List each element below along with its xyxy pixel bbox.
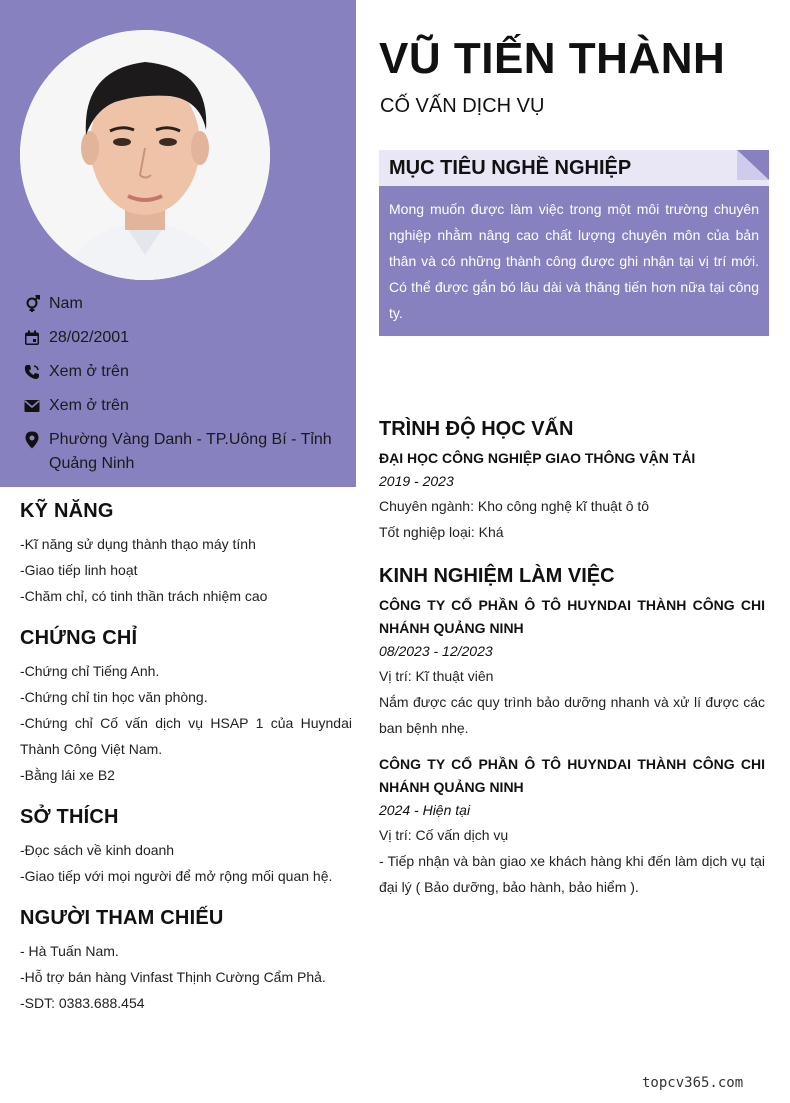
certificates-title: CHỨNG CHỈ bbox=[20, 627, 138, 649]
right-sections bbox=[379, 418, 765, 920]
list-item: -SDT: 0383.688.454 bbox=[20, 995, 145, 1011]
hobbies-title: SỞ THÍCH bbox=[20, 806, 119, 828]
skills-section bbox=[20, 500, 352, 609]
calendar-icon bbox=[22, 326, 42, 350]
education-period: 2019 - 2023 bbox=[379, 473, 454, 489]
list-item: -Bằng lái xe B2 bbox=[20, 767, 115, 783]
references-title: NGƯỜI THAM CHIẾU bbox=[20, 907, 224, 929]
list-item: -Chứng chỉ tin học văn phòng. bbox=[20, 689, 208, 705]
list-item: -Giao tiếp linh hoạt bbox=[20, 562, 138, 578]
hobbies-section bbox=[20, 806, 352, 889]
experience-title: KINH NGHIỆM LÀM VIỆC bbox=[379, 565, 615, 587]
education-section bbox=[379, 418, 765, 545]
phone-icon bbox=[22, 360, 42, 384]
location-icon bbox=[22, 428, 42, 452]
gender-value: Nam bbox=[49, 295, 83, 312]
company-name: CÔNG TY CỔ PHẦN Ô TÔ HUYNDAI THÀNH CÔNG CHI NHÁNH QUẢNG NINH bbox=[379, 597, 765, 636]
objective-title: MỤC TIÊU NGHỀ NGHIỆP bbox=[389, 157, 632, 179]
job-position: Vị trí: Kĩ thuật viên bbox=[379, 668, 494, 684]
list-item: -Đọc sách về kinh doanh bbox=[20, 842, 175, 858]
experience-section bbox=[379, 565, 765, 900]
job-entry bbox=[379, 594, 765, 741]
job-period: 08/2023 - 12/2023 bbox=[379, 643, 493, 659]
avatar bbox=[20, 30, 270, 280]
phone-value: Xem ở trên bbox=[49, 363, 129, 380]
email-row bbox=[22, 394, 342, 418]
education-line: Chuyên ngành: Kho công nghệ kĩ thuật ô tô bbox=[379, 498, 650, 514]
birthday-row bbox=[22, 326, 342, 350]
address-value: Phường Vàng Danh - TP.Uông Bí - Tỉnh Quảng Ninh bbox=[49, 431, 332, 472]
address-row bbox=[22, 428, 342, 476]
objective-header bbox=[379, 150, 769, 186]
profile-panel bbox=[0, 0, 356, 487]
phone-row bbox=[22, 360, 342, 384]
list-item: -Hỗ trợ bán hàng Vinfast Thịnh Cường Cẩm Phả. bbox=[20, 969, 326, 985]
education-title: TRÌNH ĐỘ HỌC VẤN bbox=[379, 418, 574, 440]
job-entry bbox=[379, 753, 765, 900]
company-name: CÔNG TY CỔ PHẦN Ô TÔ HUYNDAI THÀNH CÔNG CHI NHÁNH QUẢNG NINH bbox=[379, 756, 765, 795]
list-item: -Giao tiếp với mọi người để mở rộng mối quan hệ. bbox=[20, 868, 333, 884]
list-item: -Chăm chỉ, có tinh thần trách nhiệm cao bbox=[20, 588, 268, 604]
school-name: ĐẠI HỌC CÔNG NGHIỆP GIAO THÔNG VẬN TẢI bbox=[379, 450, 696, 466]
job-description: Nắm được các quy trình bảo dưỡng nhanh và xử lí được các ban bệnh nhẹ. bbox=[379, 694, 765, 736]
candidate-name: VŨ TIẾN THÀNH bbox=[379, 34, 726, 83]
corner-decoration-icon bbox=[737, 150, 769, 180]
job-position: Vị trí: Cố vấn dịch vụ bbox=[379, 827, 509, 843]
birthday-value: 28/02/2001 bbox=[49, 329, 130, 346]
job-description: - Tiếp nhận và bàn giao xe khách hàng khi đến làm dịch vụ tại đại lý ( Bảo dưỡng, bảo hành, bảo hiểm ). bbox=[379, 853, 765, 895]
gender-icon bbox=[22, 292, 42, 316]
skills-title: KỸ NĂNG bbox=[20, 500, 114, 522]
objective-section bbox=[379, 150, 769, 336]
contact-info bbox=[22, 292, 342, 486]
list-item: -Kĩ năng sử dụng thành thạo máy tính bbox=[20, 536, 256, 552]
education-line: Tốt nghiệp loại: Khá bbox=[379, 524, 504, 540]
job-period: 2024 - Hiện tại bbox=[379, 802, 471, 818]
job-title: CỐ VẤN DỊCH VỤ bbox=[380, 95, 545, 117]
list-item: -Chứng chỉ Cố vấn dịch vụ HSAP 1 của Huyndai Thành Công Việt Nam. bbox=[20, 715, 352, 757]
watermark: topcv365.com bbox=[642, 1075, 744, 1091]
references-section bbox=[20, 907, 352, 1016]
list-item: -Chứng chỉ Tiếng Anh. bbox=[20, 663, 160, 679]
objective-text: Mong muốn được làm việc trong một môi trường chuyên nghiệp nhằm nâng cao chất lượng chuyên môn của bản thân và có những thành công được ghi nhận tại vị trí mới. Có thể được gắn bó lâu dài và thăng tiến hơn nữa tại công ty. bbox=[379, 186, 769, 336]
left-sections bbox=[20, 500, 352, 1034]
certificates-section bbox=[20, 627, 352, 788]
email-icon bbox=[22, 394, 42, 418]
list-item: - Hà Tuấn Nam. bbox=[20, 943, 119, 959]
email-value: Xem ở trên bbox=[49, 397, 129, 414]
gender-row bbox=[22, 292, 342, 316]
